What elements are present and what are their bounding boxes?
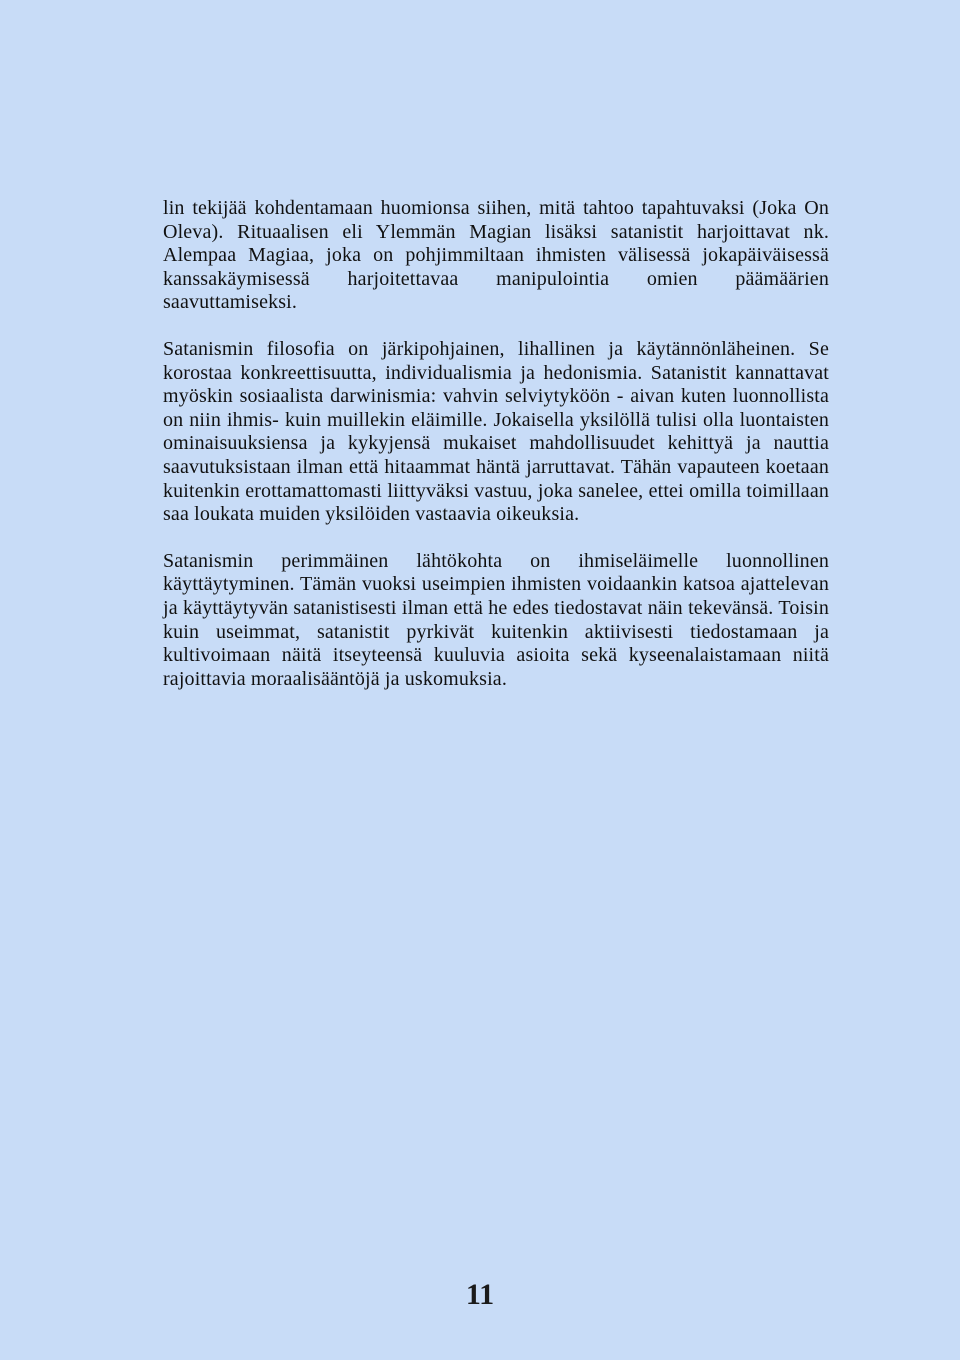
- paragraph-3: Satanismin perimmäinen lähtökohta on ihmiseläimelle luonnollinen käyttäytyminen. Tämän vuoksi useimpien ihmisten voidaankin katsoa ajattelevan ja käyttäytyvän satanistisesti ilman että he edes tiedostavat näin tekevänsä. Toisin kuin useimmat, satanistit pyrkivät kuitenkin aktiivisesti tiedostamaan ja kultivoimaan näitä itseyteensä kuuluvia asioita sekä kyseenalaistamaan niitä rajoittavia moraalisääntöjä ja uskomuksia.: [163, 549, 829, 690]
- body-text: [163, 197, 829, 714]
- paragraph-1: lin tekijää kohdentamaan huomionsa siihen, mitä tahtoo tapahtuvaksi (Joka On Oleva). Rituaalisen eli Ylemmän Magian lisäksi satanistit harjoittavat nk. Alempaa Magiaa, joka on pohjimmiltaan ihmisten välisessä jokapäiväisessä kanssakäymisessä harjoitettavaa manipulointia omien päämäärien saavuttamiseksi.: [163, 197, 829, 314]
- paragraph-2: Satanismin filosofia on järkipohjainen, lihallinen ja käytännönläheinen. Se korostaa konkreettisuutta, individualismia ja hedonismia. Satanistit kannattavat myöskin sosiaalista darwinismia: vahvin selviytyköön - aivan kuten luonnollista on niin ihmis- kuin muillekin eläimille. Jokaisella yksilöllä tulisi olla luontaisten ominaisuuksiensa ja kykyjensä mukaiset mahdollisuudet kehittyä ja nauttia saavutuksistaan ilman että hitaammat häntä jarruttavat. Tähän vapauteen koetaan kuitenkin erottamattomasti liittyväksi vastuu, joka sanelee, ettei omilla toimillaan saa loukata muiden yksilöiden vastaavia oikeuksia.: [163, 337, 829, 526]
- page-number: 11: [465, 1278, 495, 1311]
